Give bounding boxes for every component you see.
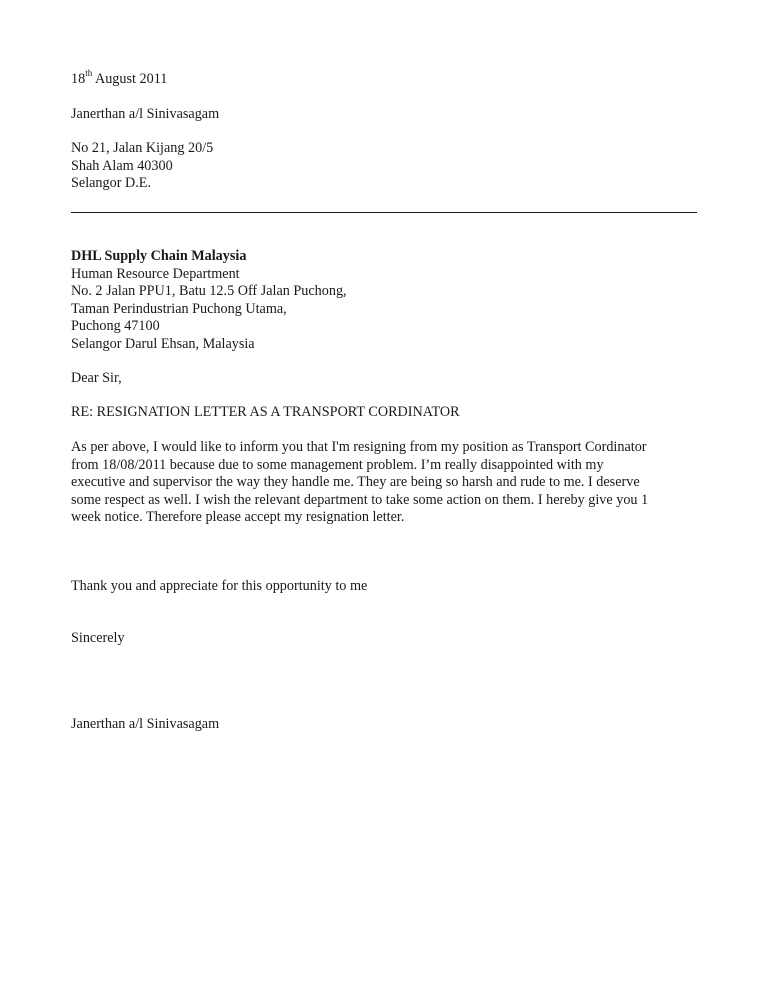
closing: Sincerely bbox=[71, 630, 125, 646]
date-suffix: th bbox=[85, 68, 93, 79]
recipient-address-line: Human Resource Department bbox=[71, 265, 240, 282]
recipient-address-line: Taman Perindustrian Puchong Utama, bbox=[71, 300, 287, 317]
body-line: week notice. Therefore please accept my resignation letter. bbox=[71, 509, 405, 525]
horizontal-divider bbox=[71, 212, 697, 213]
signature-name: Janerthan a/l Sinivasagam bbox=[71, 716, 220, 732]
letter-date bbox=[71, 68, 168, 89]
date-month-year: August 2011 bbox=[92, 71, 168, 87]
body-paragraph bbox=[71, 439, 691, 527]
sender-address-line: Selangor D.E. bbox=[71, 175, 151, 191]
salutation: Dear Sir, bbox=[71, 370, 122, 386]
sender-address bbox=[71, 140, 213, 193]
recipient-company: DHL Supply Chain Malaysia bbox=[71, 248, 247, 264]
sender-address-line: No 21, Jalan Kijang 20/5 bbox=[71, 140, 214, 156]
sender-address-line: Shah Alam 40300 bbox=[71, 157, 173, 174]
recipient-block bbox=[71, 248, 347, 353]
recipient-address-line: Puchong 47100 bbox=[71, 318, 160, 334]
body-line: executive and supervisor the way they handle me. They are being so harsh and rude to me. I deserve bbox=[71, 474, 640, 490]
sender-name: Janerthan a/l Sinivasagam bbox=[71, 106, 220, 122]
recipient-address-line: No. 2 Jalan PPU1, Batu 12.5 Off Jalan Puchong, bbox=[71, 283, 347, 299]
body-line: As per above, I would like to inform you that I'm resigning from my position as Transport Cordinator bbox=[71, 439, 647, 455]
body-line: some respect as well. I wish the relevant department to take some action on them. I hereby give you 1 bbox=[71, 491, 649, 508]
subject-line: RE: RESIGNATION LETTER AS A TRANSPORT CORDINATOR bbox=[71, 404, 460, 420]
date-day: 18 bbox=[71, 71, 86, 87]
body-line: from 18/08/2011 because due to some management problem. I’m really disappointed with my bbox=[71, 456, 604, 473]
thanks-line: Thank you and appreciate for this opportunity to me bbox=[71, 578, 368, 594]
recipient-address-line: Selangor Darul Ehsan, Malaysia bbox=[71, 335, 255, 352]
